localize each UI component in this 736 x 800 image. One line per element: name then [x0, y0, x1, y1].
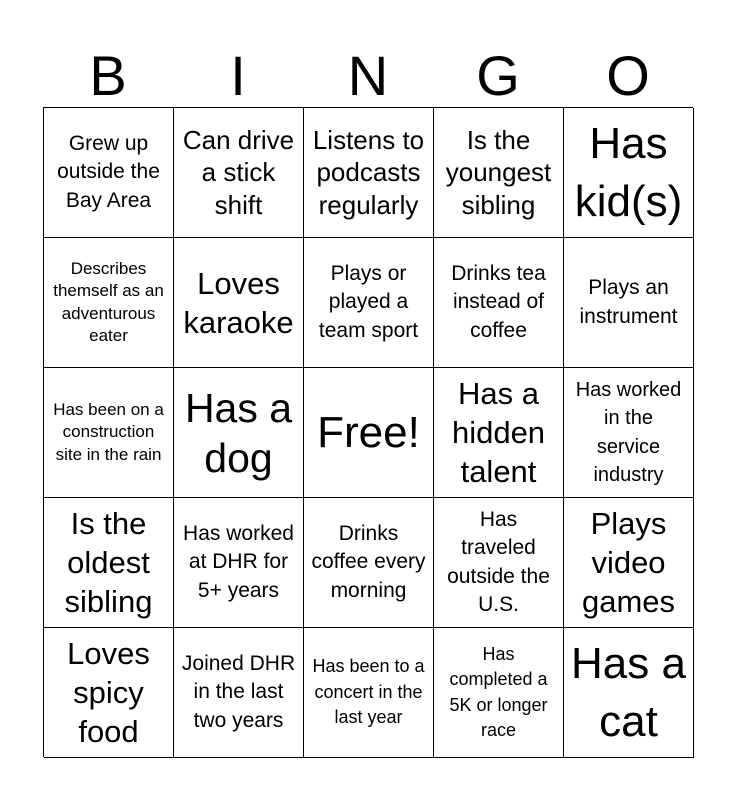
header-letter-i: I: [230, 44, 246, 107]
header-letter-o: O: [606, 44, 650, 107]
cell-text: Drinks tea instead of coffee: [451, 261, 546, 342]
cell-text: Is the oldest sibling: [64, 506, 153, 619]
header-letter-n: N: [347, 44, 389, 107]
cell-text: Has been on a construction site in the rain: [53, 399, 164, 464]
bingo-cell-r1-c3[interactable]: [434, 238, 564, 368]
bingo-cell-r1-c4[interactable]: [564, 238, 694, 368]
bingo-cell-r0-c2[interactable]: [304, 108, 434, 238]
cell-text: Plays or played a team sport: [318, 261, 419, 342]
cell-text: Drinks coffee every morning: [311, 521, 426, 602]
cell-text: Plays video games: [581, 506, 676, 619]
bingo-cell-r0-c4[interactable]: [564, 108, 694, 238]
cell-text: Has worked at DHR for 5+ years: [183, 521, 294, 602]
bingo-cell-r2-c4[interactable]: [564, 368, 694, 498]
bingo-cell-r3-c4[interactable]: [564, 498, 694, 628]
cell-text: Has a hidden talent: [451, 376, 546, 489]
bingo-cell-r1-c2[interactable]: [304, 238, 434, 368]
bingo-cell-r0-c3[interactable]: [434, 108, 564, 238]
free-space: Free!: [317, 407, 420, 457]
bingo-card: [43, 107, 693, 757]
bingo-cell-r4-c1[interactable]: [174, 628, 304, 758]
cell-text: Is the youngest sibling: [445, 124, 552, 220]
bingo-cell-r2-c2[interactable]: [304, 368, 434, 498]
bingo-cell-r4-c4[interactable]: [564, 628, 694, 758]
cell-text: Joined DHR in the last two years: [181, 651, 296, 732]
cell-text: Has a dog: [184, 384, 293, 481]
cell-text: Listens to podcasts regularly: [312, 124, 425, 220]
bingo-cell-r3-c3[interactable]: [434, 498, 564, 628]
bingo-cell-r4-c2[interactable]: [304, 628, 434, 758]
cell-text: Has traveled outside the U.S.: [447, 507, 550, 616]
cell-text: Describes themself as an adventurous eater: [53, 258, 164, 345]
cell-text: Has been to a concert in the last year: [312, 656, 425, 728]
bingo-cell-r3-c0[interactable]: [44, 498, 174, 628]
bingo-cell-r4-c0[interactable]: [44, 628, 174, 758]
cell-text: Has a cat: [571, 638, 686, 746]
bingo-cell-r3-c1[interactable]: [174, 498, 304, 628]
cell-text: Plays an instrument: [579, 276, 678, 328]
header-letter-b: B: [89, 44, 127, 107]
bingo-cell-r3-c2[interactable]: [304, 498, 434, 628]
header-letter-g: G: [476, 44, 520, 107]
bingo-cell-r2-c3[interactable]: [434, 368, 564, 498]
bingo-cell-r1-c1[interactable]: [174, 238, 304, 368]
cell-text: Loves karaoke: [183, 265, 294, 340]
cell-text: Loves spicy food: [67, 636, 150, 749]
bingo-cell-r1-c0[interactable]: [44, 238, 174, 368]
bingo-cell-r0-c0[interactable]: [44, 108, 174, 238]
bingo-header: [43, 44, 693, 108]
bingo-cell-r2-c1[interactable]: [174, 368, 304, 498]
bingo-cell-r2-c0[interactable]: [44, 368, 174, 498]
cell-text: Has kid(s): [574, 118, 683, 226]
bingo-cell-r0-c1[interactable]: [174, 108, 304, 238]
bingo-cell-r4-c3[interactable]: [434, 628, 564, 758]
cell-text: Has worked in the service industry: [575, 378, 682, 486]
cell-text: Grew up outside the Bay Area: [57, 131, 160, 212]
cell-text: Can drive a stick shift: [182, 124, 295, 220]
cell-text: Has completed a 5K or longer race: [449, 643, 548, 740]
